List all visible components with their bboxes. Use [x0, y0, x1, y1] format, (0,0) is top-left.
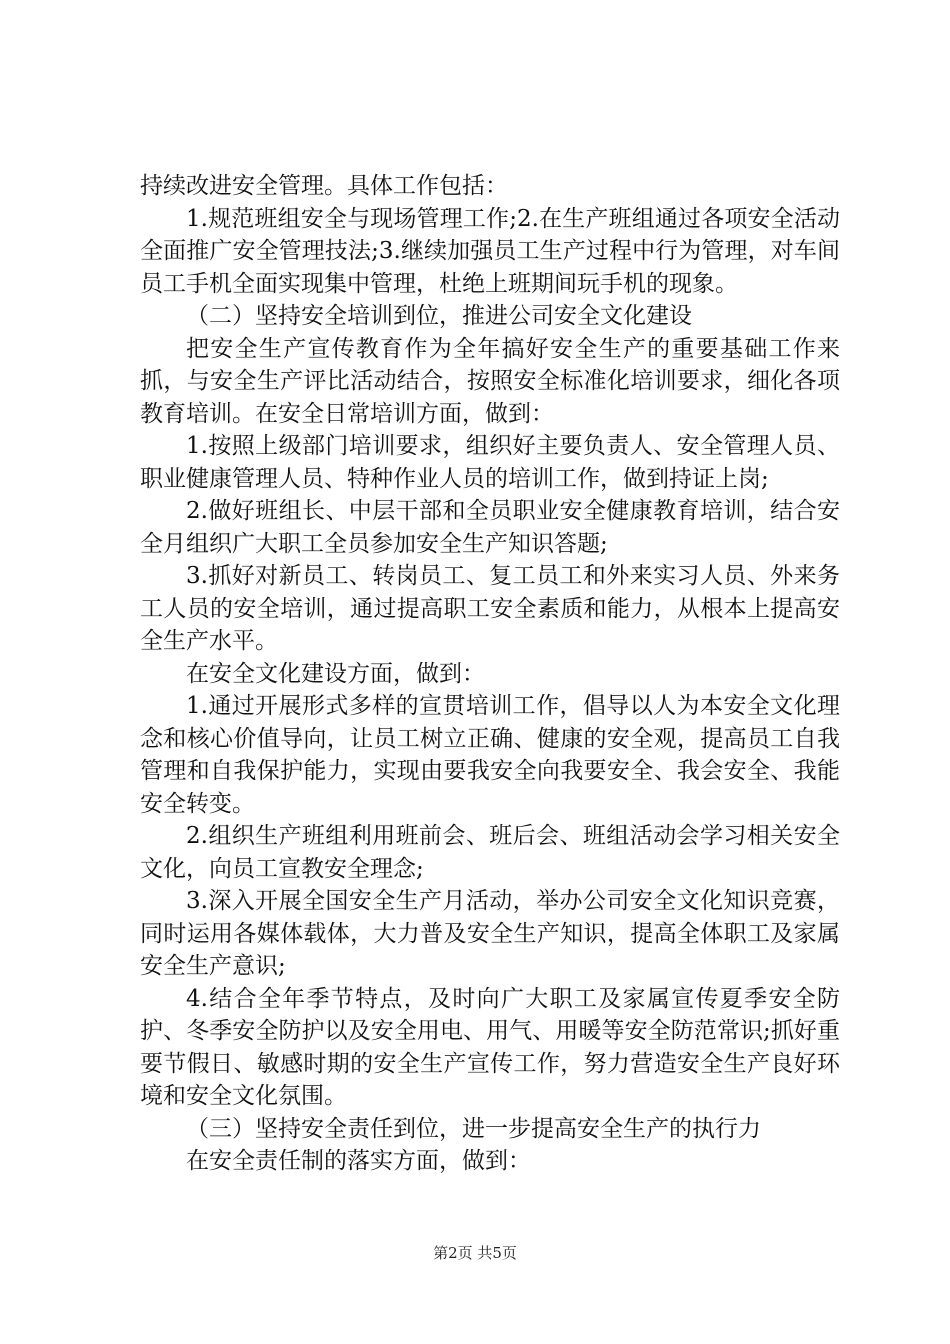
paragraph-culture-item-3: 3.深入开展全国安全生产月活动，举办公司安全文化知识竞赛，同时运用各媒体载体，大力普及安全生产知识，提高全体职工及家属安全生产意识;: [140, 888, 840, 979]
paragraph-training-item-3: 3.抓好对新员工、转岗员工、复工员工和外来实习人员、外来务工人员的安全培训，通过提高职工安全素质和能力，从根本上提高安全生产水平。: [140, 563, 840, 654]
paragraph-intro: 持续改进安全管理。具体工作包括：: [140, 173, 508, 199]
paragraph-culture-item-1: 1.通过开展形式多样的宣贯培训工作，倡导以人为本安全文化理念和核心价值导向，让员工树立正确、健康的安全观，提高员工自我管理和自我保护能力，实现由要我安全向我要安全、我会安全、我能安全转变。: [140, 693, 840, 817]
page-number-footer: 第2页 共5页: [433, 1244, 517, 1262]
section-heading-training: （二）坚持安全培训到位，推进公司安全文化建设: [186, 303, 692, 329]
paragraph-culture-intro: 在安全文化建设方面，做到：: [186, 660, 485, 687]
paragraph-training-item-2: 2.做好班组长、中层干部和全员职业安全健康教育培训，结合安全月组织广大职工全员参加安全生产知识答题;: [140, 498, 840, 557]
paragraph-culture-item-4: 4.结合全年季节特点，及时向广大职工及家属宣传夏季安全防护、冬季安全防护以及安全用电、用气、用暖等安全防范常识;抓好重要节假日、敏感时期的安全生产宣传工作，努力营造安全生产良好环境和安全文化氛围。: [140, 985, 840, 1109]
paragraph-training-intro: 把安全生产宣传教育作为全年搞好安全生产的重要基础工作来抓，与安全生产评比活动结合，按照安全标准化培训要求，细化各项教育培训。在安全日常培训方面，做到：: [140, 335, 840, 427]
paragraph-culture-item-2: 2.组织生产班组利用班前会、班后会、班组活动会学习相关安全文化，向员工宣教安全理念;: [140, 823, 840, 882]
paragraph-training-item-1: 1.按照上级部门培训要求，组织好主要负责人、安全管理人员、职业健康管理人员、特种作业人员的培训工作，做到持证上岗;: [140, 433, 840, 492]
document-body: [140, 170, 840, 1178]
section-heading-responsibility: （三）坚持安全责任到位，进一步提高安全生产的执行力: [186, 1115, 761, 1142]
paragraph-list-management: 1.规范班组安全与现场管理工作;2.在生产班组通过各项安全活动全面推广安全管理技法;3.继续加强员工生产过程中行为管理，对车间员工手机全面实现集中管理，杜绝上班期间玩手机的现象。: [140, 205, 840, 297]
paragraph-responsibility-intro: 在安全责任制的落实方面，做到：: [186, 1148, 531, 1174]
